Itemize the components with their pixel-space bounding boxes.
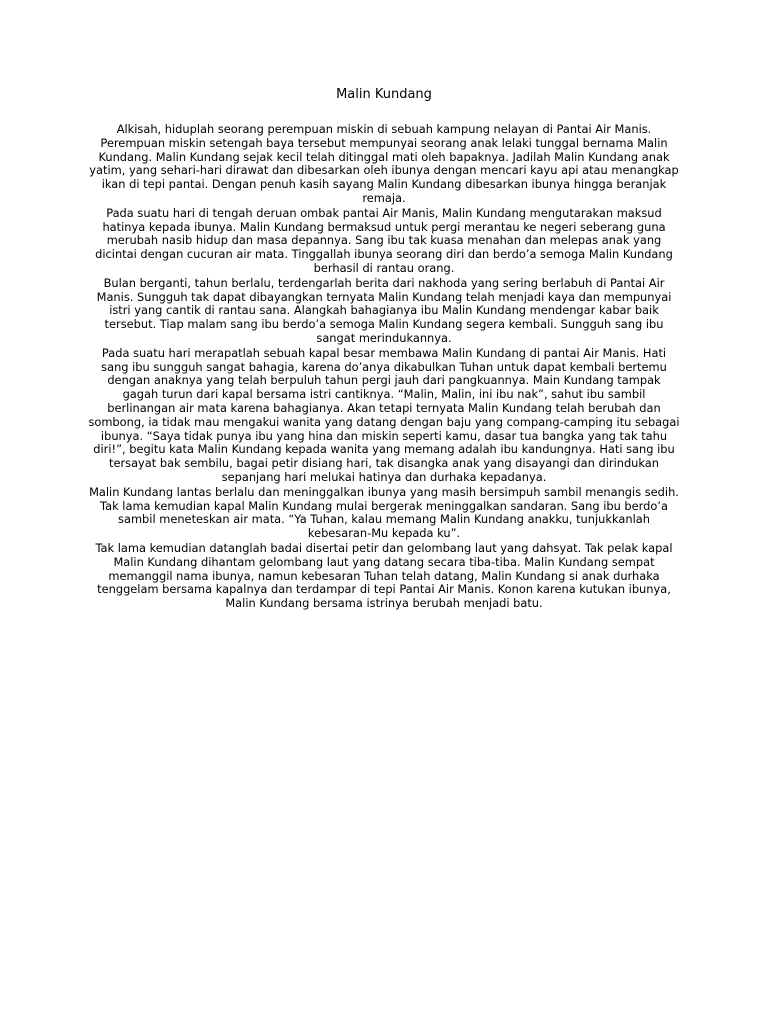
paragraph-4: Pada suatu hari merapatlah sebuah kapal besar membawa Malin Kundang di pantai Air Manis. Hati sang ibu sungguh sangat bahagia, karena do’anya dikabulkan Tuhan untuk dapat kembali bertemu dengan anaknya yang telah berpuluh tahun pergi jauh dari pangkuannya. Main Kundang tampak gagah turun dari kapal bersama istri cantiknya. “Malin, Malin, ini ibu nak”, sahut ibu sambil berlinangan air mata karena bahagianya. Akan tetapi ternyata Malin Kundang telah berubah dan sombong, ia tidak mau mengakui wanita yang datang dengan baju yang compang-camping itu sebagai ibunya. “Saya tidak punya ibu yang hina dan miskin seperti kamu, dasar tua bangka yang tak tahu diri!”, begitu kata Malin Kundang kepada wanita yang memang adalah ibu kandungnya. Hati sang ibu tersayat bak sembilu, bagai petir disiang hari, tak disangka anak yang disayangi dan dirindukan sepanjang hari melukai hatinya dan durhaka kepadanya. (88, 345, 680, 484)
paragraph-3: Bulan berganti, tahun berlalu, terdengarlah berita dari nakhoda yang sering berlabuh di Pantai Air Manis. Sungguh tak dapat dibayangkan ternyata Malin Kundang telah menjadi kaya dan mempunyai istri yang cantik di rantau sana. Alangkah bahagianya ibu Malin Kundang mendengar kabar baik tersebut. Tiap malam sang ibu berdo’a semoga Malin Kundang segera kembali. Sungguh sang ibu sangat merindukannya. (96, 275, 672, 345)
paragraph-1: Alkisah, hiduplah seorang perempuan miskin di sebuah kampung nelayan di Pantai Air Manis. Perempuan miskin setengah baya tersebut mempunyai seorang anak lelaki tunggal bernama Malin Kundang. Malin Kundang sejak kecil telah ditinggal mati oleh bapaknya. Jadilah Malin Kundang anak yatim, yang sehari-hari dirawat dan dibesarkan oleh ibunya dengan mencari kayu api atau menangkap ikan di tepi pantai. Dengan penuh kasih sayang Malin Kundang dibesarkan ibunya hingga beranjak remaja. (89, 122, 679, 205)
paragraph-2: Pada suatu hari di tengah deruan ombak pantai Air Manis, Malin Kundang mengutarakan maksud hatinya kepada ibunya. Malin Kundang bermaksud untuk pergi merantau ke negeri seberang guna merubah nasib hidup dan masa depannya. Sang ibu tak kuasa menahan dan melepas anak yang dicintai dengan cucuran air mata. Tinggallah ibunya seorang diri dan berdo’a semoga Malin Kundang berhasil di rantau orang. (95, 205, 673, 275)
paragraph-5: Malin Kundang lantas berlalu dan meninggalkan ibunya yang masih bersimpuh sambil menangis sedih. Tak lama kemudian kapal Malin Kundang mulai bergerak meninggalkan sandaran. Sang ibu berdo’a sambil meneteskan air mata. “Ya Tuhan, kalau memang Malin Kundang anakku, tunjukkanlah kebesaran-Mu kepada ku”. (89, 484, 679, 541)
document-title: Malin Kundang (336, 87, 432, 102)
document-body (88, 123, 680, 612)
paragraph-6: Tak lama kemudian datanglah badai disertai petir dan gelombang laut yang dahsyat. Tak pelak kapal Malin Kundang dihantam gelombang laut yang datang secara tiba-tiba. Malin Kundang sempat memanggil nama ibunya, namun kebesaran Tuhan telah datang, Malin Kundang si anak durhaka tenggelam bersama kapalnya dan terdampar di tepi Pantai Air Manis. Konon karena kutukan ibunya, Malin Kundang bersama istrinya berubah menjadi batu. (95, 540, 673, 611)
